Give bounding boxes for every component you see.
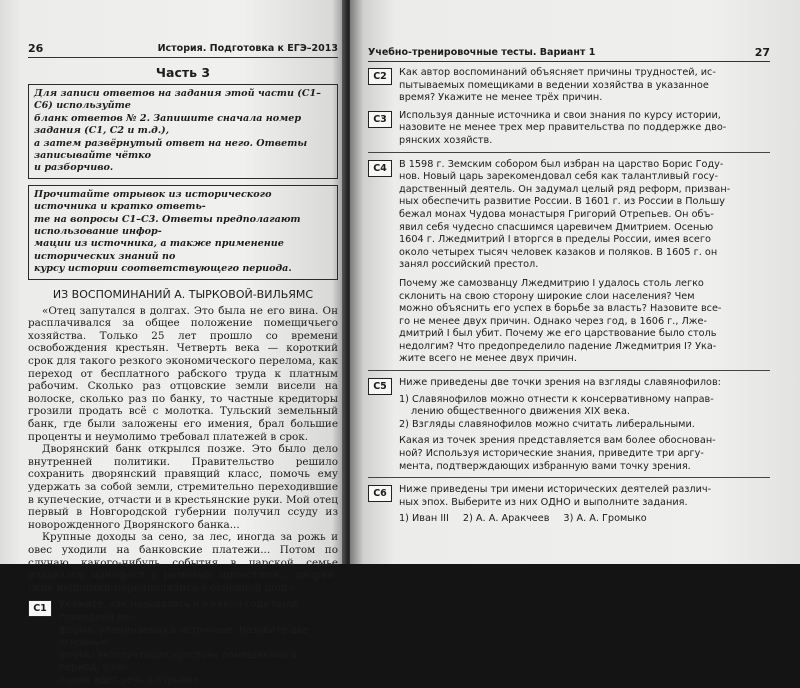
right-page xyxy=(350,0,800,564)
task-c2 xyxy=(368,67,770,105)
page-number-left: 26 xyxy=(28,42,44,55)
task-text-c5: Ниже приведены две точки зрения на взгляды славянофилов: 1) Славянофилов можно отнести к консервативному направ- лению общественного движения XIX века. 2) Взгляды славянофилов можно считать либеральными. Какая из точек зрения представляется вам более обоснован- ной? Используя исторические знания, приведите три аргу- мента, подтверждающих избранную вами точку зрения. xyxy=(399,377,721,472)
running-head-left xyxy=(28,42,338,58)
option-1: 1) Иван III xyxy=(399,513,449,525)
task-text-c1: Укажите, как называлась и в каком году была проведена ре- форма, упоминаемая в источнике. Назовите две основные формы эксплуатации крестьян помещиками в период, о ко- тором идет речь в отрывке. xyxy=(59,599,309,686)
task-label-c6: С6 xyxy=(368,485,392,502)
task-text-c6: Ниже приведены три имени исторических деятелей различ- ных эпох. Выберите из них ОДНО и выполните задания. 1) Иван III 2) А. А. Аракчеев 3) А. А. Громыко xyxy=(399,484,712,525)
left-page xyxy=(0,0,346,686)
task-text-c4: В 1598 г. Земским собором был избран на царство Борис Году- нов. Новый царь зарекомендовал себя как талантливый госу- дарственный деятель. Он задумал целый ряд реформ, призван- ных обеспечить развитие России. В 1601 г. из России в Польшу бежал монах Чудова монастыря Григорий Отрепьев. Он объ- явил себя чудесно спасшимся царевичем Дмитрием. Осенью 1604 г. Лжедмитрий I вторгся в пределы России, имея всего около четырех тысяч человек казаков и поляков. В 1605 г. он занял российский престол. xyxy=(399,158,731,271)
task-label-c5: С5 xyxy=(368,378,392,395)
task-c4-question: Почему же самозванцу Лжедмитрию I удалось столь легко склонить на свою сторону широкие слои населения? Чем можно объяснить его успех в борьбе за власть? Назовите все- го не менее двух причин. Однако через год, в 1606 г., Лже- дмитрий I был убит. Почему же его царствование было столь недолгим? Что предопределило падение Лжедмитрия I? Ука- жите всего не менее двух причин. xyxy=(399,277,722,365)
task-c1 xyxy=(28,599,338,687)
source-paragraph-2: Дворянский банк открылся позже. Это было дело внутренней политики. Правительство решило сохранить дворянский правящий класс, помочь ему удержать за собой земли, стремительно переходившие в купеческие, отчасти и в крестьянские руки. Мой отец первый в Новгородской губернии получил ссуду из новорожденного Дворянского банка... xyxy=(28,443,338,531)
instruction-box-answers: Для записи ответов на задания этой части (С1–С6) используйте бланк ответов № 2. Запишите сначала номер задания (С1, С2 и т.д.), а затем развёрнутый ответ на него. Ответы записывайте чётко и разборчиво. xyxy=(28,84,338,179)
task-c6 xyxy=(368,484,770,526)
task-c3 xyxy=(368,110,770,148)
task-label-c4: С4 xyxy=(368,160,392,177)
task-label-c3: С3 xyxy=(368,111,392,128)
task-c4 xyxy=(368,159,770,272)
running-head-right xyxy=(368,46,770,62)
part-title: Часть 3 xyxy=(155,65,211,80)
task-text-c3: Используя данные источника и свои знания по курсу истории, назовите не менее трех мер правительства по поддержке дво- рянских хозяйств. xyxy=(399,109,727,146)
task-label-c2: С2 xyxy=(368,68,392,85)
source-paragraph-1: «Отец запутался в долгах. Это была не его вина. Он расплачивался за общее положение помещичьего хозяйства. Только 25 лет прошло со времени освобождения крестьян. Четверть века — короткий срок для такого резкого экономического перелома, как переход от бесплатного рабского труда к платным рабочим. Сколько раз отцовские земли висели на волоске, сколько раз по банку, то частные кредиторы грозили продать всё с молотка. Тульский земельный банк, где были заложены его имения, брал большие проценты и неумолимо требовал платежей в срок. xyxy=(28,304,338,443)
running-title-right: Учебно-тренировочные тесты. Вариант 1 xyxy=(368,47,596,58)
task-c6-options xyxy=(399,513,711,526)
task-label-c1: С1 xyxy=(28,600,52,617)
running-title-left: История. Подготовка к ЕГЭ–2013 xyxy=(157,43,338,54)
option-3: 3) А. А. Громыко xyxy=(563,513,647,525)
section-divider-2 xyxy=(368,370,770,371)
instruction-box-source: Прочитайте отрывок из исторического источника и кратко ответь- те на вопросы С1–С3. Ответы предполагают использование инфор- мации из источника, а также применение исторических знаний по курсу истории соответствующего периода. xyxy=(28,185,338,280)
source-paragraph-3: Крупные доходы за сено, за лес, иногда за рожь и овес уходили на банковские платежи... Потом по случаю какого-нибудь события в царской семье издавался манифест с разными милостями... дворянские недоимки перечислялись в основной долг». xyxy=(28,531,338,594)
section-divider-3 xyxy=(368,477,770,478)
task-c5 xyxy=(368,377,770,473)
source-title: ИЗ ВОСПОМИНАНИЙ А. ТЫРКОВОЙ-ВИЛЬЯМС xyxy=(52,287,314,301)
option-2: 2) А. А. Аракчеев xyxy=(462,513,550,525)
section-divider xyxy=(368,152,770,153)
task-text-c2: Как автор воспоминаний объясняет причины трудностей, ис- пытываемых помещиками в ведении хозяйства в указанное время? Укажите не менее трёх причин. xyxy=(399,67,716,104)
page-number-right: 27 xyxy=(754,46,770,59)
